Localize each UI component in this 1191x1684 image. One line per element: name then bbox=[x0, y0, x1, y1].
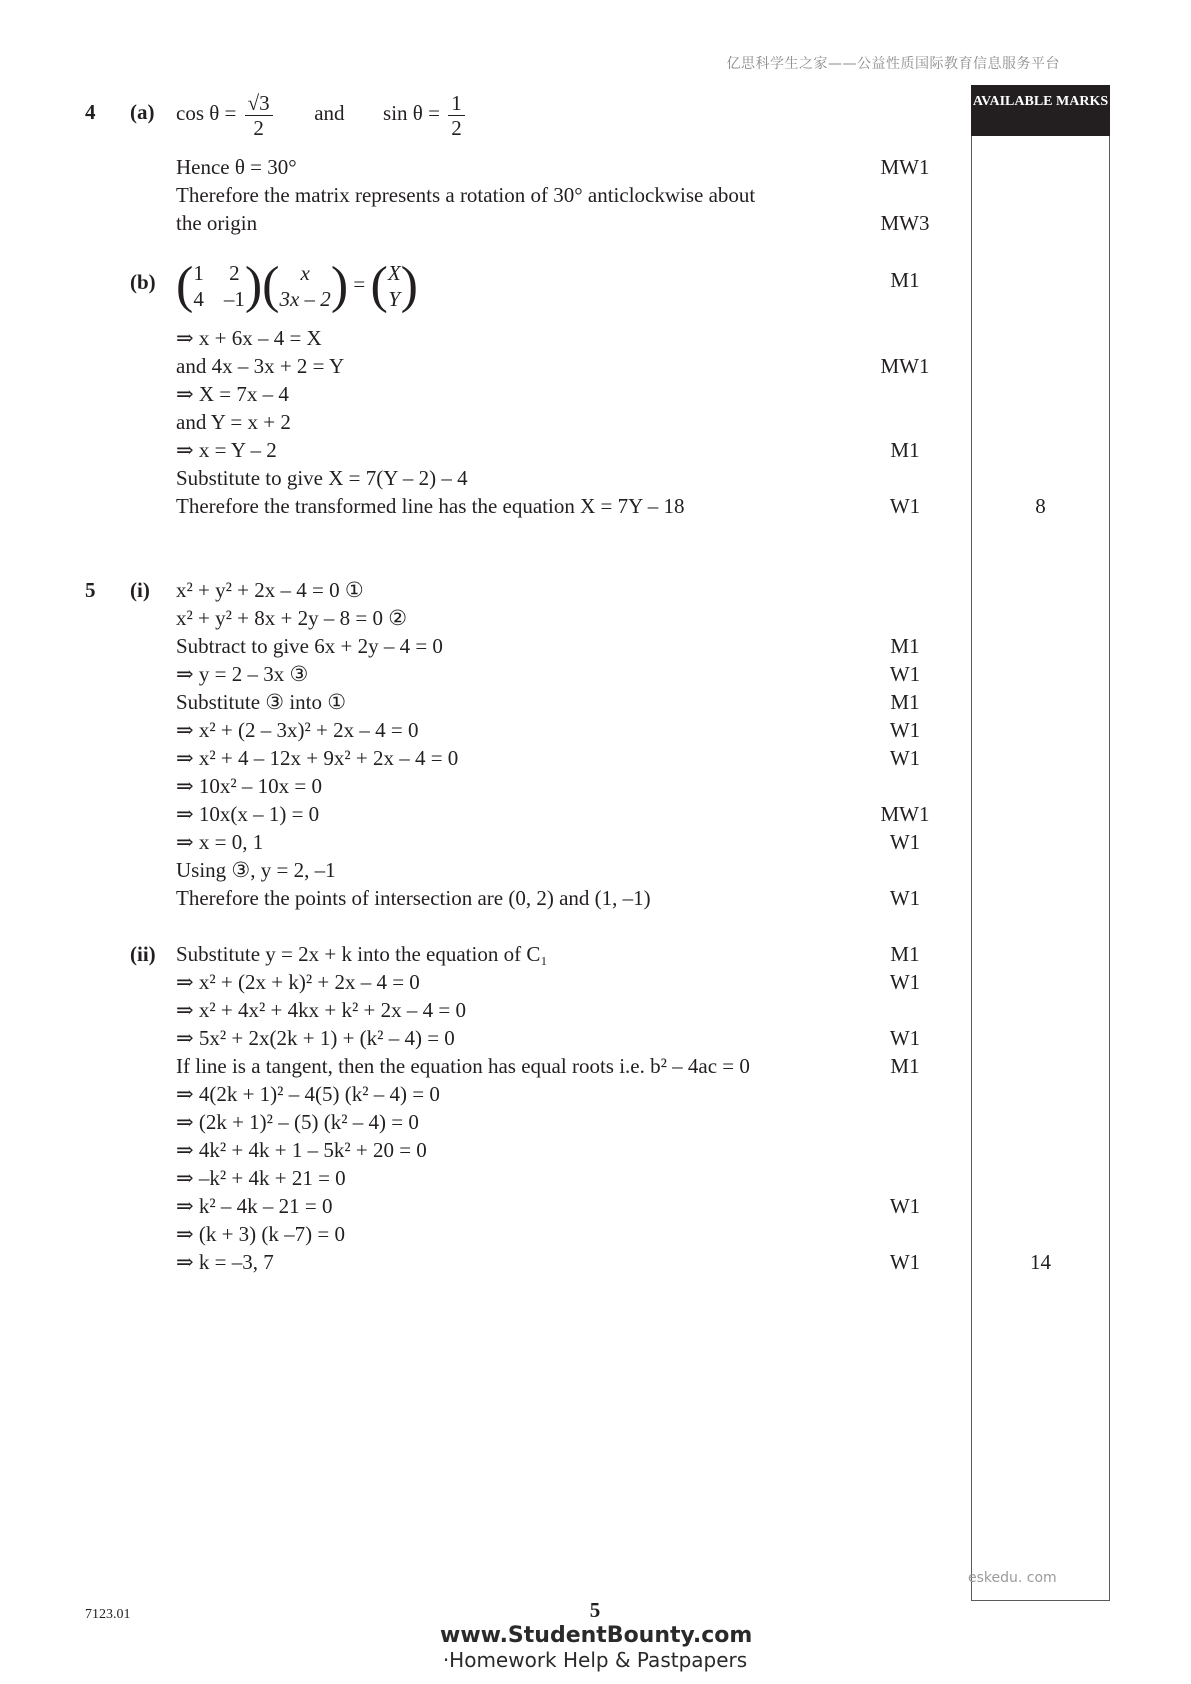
mark: W1 bbox=[889, 718, 921, 742]
fraction-root3-over-2 bbox=[245, 91, 273, 140]
mark: W1 bbox=[889, 970, 921, 994]
matrix-cell: 2 bbox=[229, 261, 240, 286]
question-number-4: 4 bbox=[85, 100, 96, 124]
q5-ii-line: ⇒ (2k + 1)² – (5) (k² – 4) = 0 bbox=[176, 1110, 419, 1134]
mark: MW1 bbox=[880, 354, 930, 378]
and-word: and bbox=[314, 101, 345, 125]
q5-ii-line: ⇒ 5x² + 2x(2k + 1) + (k² – 4) = 0 bbox=[176, 1026, 455, 1050]
q5-ii-line: ⇒ k² – 4k – 21 = 0 bbox=[176, 1194, 333, 1218]
mark: M1 bbox=[890, 690, 920, 714]
vector-cell: x bbox=[300, 261, 310, 286]
q5-i-line: Substitute ③ into ① bbox=[176, 690, 347, 714]
vector-cell: X bbox=[387, 261, 401, 286]
mark: MW1 bbox=[880, 802, 930, 826]
q5-ii-line: Substitute y = 2x + k into the equation of C₁ bbox=[176, 942, 548, 966]
q4-b-line: and Y = x + 2 bbox=[176, 410, 291, 434]
brand-tagline: ·Homework Help & Pastpapers bbox=[442, 1648, 748, 1672]
q5-i-line: ⇒ 10x(x – 1) = 0 bbox=[176, 802, 320, 826]
available-marks-column bbox=[971, 85, 1110, 1601]
q5-i-line: Using ③, y = 2, –1 bbox=[176, 858, 336, 882]
q4-part-b-label: (b) bbox=[130, 270, 156, 294]
q5-ii-line: ⇒ 4k² + 4k + 1 – 5k² + 20 = 0 bbox=[176, 1138, 427, 1162]
mark: W1 bbox=[889, 746, 921, 770]
mark: W1 bbox=[889, 1194, 921, 1218]
q5-i-line: x² + y² + 2x – 4 = 0 ① bbox=[176, 578, 364, 602]
left-paren: ( bbox=[262, 257, 280, 315]
mark: W1 bbox=[889, 1250, 921, 1274]
fraction-1-over-2 bbox=[448, 91, 465, 140]
mark: M1 bbox=[890, 634, 920, 658]
mark: W1 bbox=[889, 1026, 921, 1050]
q5-ii-line: ⇒ 4(2k + 1)² – 4(5) (k² – 4) = 0 bbox=[176, 1082, 440, 1106]
q4-a-line: the origin bbox=[176, 211, 258, 235]
q4-a-first-line bbox=[176, 86, 468, 140]
mark: W1 bbox=[889, 662, 921, 686]
mark: W1 bbox=[889, 886, 921, 910]
q5-i-line: ⇒ x² + 4 – 12x + 9x² + 2x – 4 = 0 bbox=[176, 746, 459, 770]
q5-i-line: ⇒ y = 2 – 3x ③ bbox=[176, 662, 309, 686]
mark: W1 bbox=[889, 494, 921, 518]
brand-url[interactable]: www.StudentBounty.com bbox=[440, 1623, 753, 1648]
available-marks-header: AVAILABLE MARKS bbox=[971, 85, 1110, 136]
fraction-numerator: 1 bbox=[448, 91, 465, 116]
q5-i-line: x² + y² + 8x + 2y – 8 = 0 ② bbox=[176, 606, 408, 630]
q5-ii-line: ⇒ k = –3, 7 bbox=[176, 1250, 274, 1274]
q4-part-a-label: (a) bbox=[130, 100, 155, 124]
q4-a-line: Hence θ = 30° bbox=[176, 155, 297, 179]
matrix-equation bbox=[176, 254, 418, 314]
q4-b-line: ⇒ X = 7x – 4 bbox=[176, 382, 289, 406]
matrix-2x2 bbox=[193, 261, 245, 311]
mark: MW3 bbox=[880, 211, 930, 235]
right-paren: ) bbox=[400, 257, 418, 315]
mark: M1 bbox=[890, 268, 920, 292]
left-paren: ( bbox=[176, 257, 194, 315]
sin-theta: sin θ = bbox=[383, 101, 440, 125]
left-paren: ( bbox=[370, 257, 388, 315]
q5-ii-line: ⇒ x² + (2x + k)² + 2x – 4 = 0 bbox=[176, 970, 420, 994]
fraction-denominator: 2 bbox=[253, 115, 264, 140]
q5-i-line: Therefore the points of intersection are (0, 2) and (1, –1) bbox=[176, 886, 651, 910]
right-paren: ) bbox=[330, 257, 349, 315]
q4-b-line: and 4x – 3x + 2 = Y bbox=[176, 354, 345, 378]
q4-b-line: Substitute to give X = 7(Y – 2) – 4 bbox=[176, 466, 468, 490]
fraction-denominator: 2 bbox=[451, 115, 462, 140]
q4-b-line: ⇒ x = Y – 2 bbox=[176, 438, 277, 462]
matrix-cell: 4 bbox=[193, 287, 204, 312]
q5-i-line: ⇒ 10x² – 10x = 0 bbox=[176, 774, 322, 798]
mark: M1 bbox=[890, 1054, 920, 1078]
q4-b-line: Therefore the transformed line has the equation X = 7Y – 18 bbox=[176, 494, 685, 518]
q5-part-ii-label: (ii) bbox=[130, 942, 156, 966]
mark: M1 bbox=[890, 438, 920, 462]
q5-i-line: ⇒ x² + (2 – 3x)² + 2x – 4 = 0 bbox=[176, 718, 419, 742]
q5-ii-line: ⇒ (k + 3) (k –7) = 0 bbox=[176, 1222, 346, 1246]
q5-i-line: Subtract to give 6x + 2y – 4 = 0 bbox=[176, 634, 443, 658]
mark: MW1 bbox=[880, 155, 930, 179]
cos-theta: cos θ = bbox=[176, 101, 237, 125]
available-marks-q4: 8 bbox=[1035, 494, 1046, 518]
equals-sign: = bbox=[353, 272, 366, 296]
q5-ii-line: If line is a tangent, then the equation has equal roots i.e. b² – 4ac = 0 bbox=[176, 1054, 750, 1078]
question-number-5: 5 bbox=[85, 578, 96, 602]
q5-ii-line: ⇒ –k² + 4k + 21 = 0 bbox=[176, 1166, 346, 1190]
q5-ii-line: ⇒ x² + 4x² + 4kx + k² + 2x – 4 = 0 bbox=[176, 998, 466, 1022]
vector-cell: Y bbox=[388, 287, 401, 312]
matrix-cell: 1 bbox=[193, 261, 204, 286]
q4-b-line: ⇒ x + 6x – 4 = X bbox=[176, 326, 322, 350]
q5-part-i-label: (i) bbox=[130, 578, 150, 602]
vector-cell: 3x – 2 bbox=[279, 287, 331, 312]
header-watermark: 亿思科学生之家——公益性质国际教育信息服务平台 bbox=[726, 56, 1060, 72]
available-marks-q5: 14 bbox=[1030, 1250, 1051, 1274]
footer-watermark: eskedu. com bbox=[968, 1570, 1057, 1586]
page-number: 5 bbox=[589, 1598, 601, 1622]
paper-code: 7123.01 bbox=[85, 1607, 131, 1622]
vector-x bbox=[279, 261, 330, 311]
vector-result bbox=[388, 261, 401, 311]
matrix-cell: –1 bbox=[223, 287, 245, 312]
q5-i-line: ⇒ x = 0, 1 bbox=[176, 830, 264, 854]
fraction-numerator: √3 bbox=[245, 91, 273, 116]
q4-a-line: Therefore the matrix represents a rotation of 30° anticlockwise about bbox=[176, 183, 756, 207]
mark: M1 bbox=[890, 942, 920, 966]
mark: W1 bbox=[889, 830, 921, 854]
right-paren: ) bbox=[244, 257, 263, 315]
